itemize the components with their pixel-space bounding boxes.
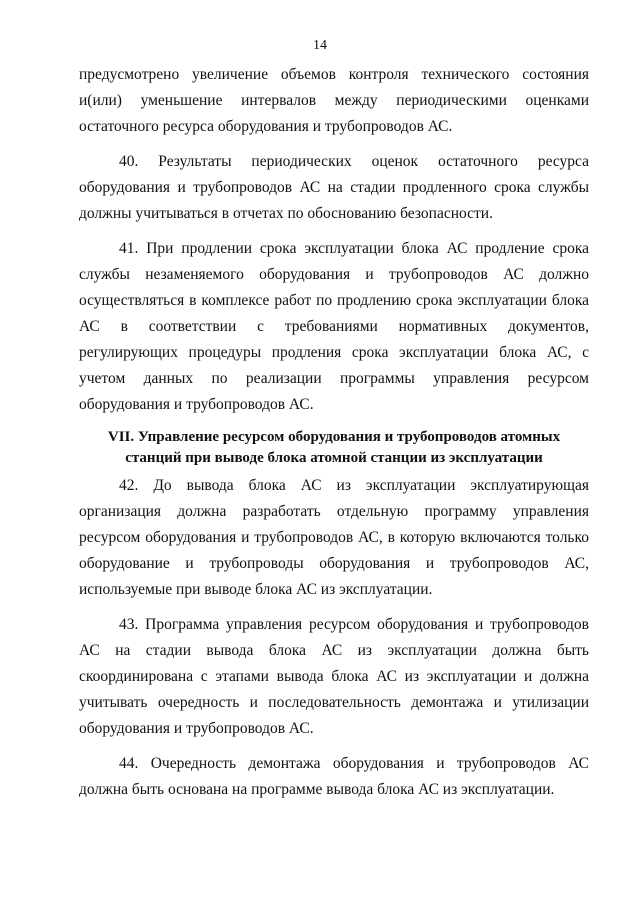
section-heading	[79, 427, 589, 469]
paragraph-40: 40. Результаты периодических оценок остаточного ресурса оборудования и трубопроводов АС на стадии продленного срока службы должны учитываться в отчетах по обоснованию безопасности.	[79, 153, 589, 222]
paragraph-41: 41. При продлении срока эксплуатации блока АС продление срока службы незаменяемого оборудования и трубопроводов АС должно осуществляться в комплексе работ по продлению срока эксплуатации блока АС в соответствии с требованиями нормативных документов, регулирующих процедуры продления срока эксплуатации блока АС, с учетом данных по реализации программы управления ресурсом оборудования и трубопроводов АС.	[79, 240, 589, 413]
paragraph-42: 42. До вывода блока АС из эксплуатации эксплуатирующая организация должна разработать отдельную программу управления ресурсом оборудования и трубопроводов АС, в которую включаются только оборудование и трубопроводы оборудования и трубопроводов АС, используемые при выводе блока АС из эксплуатации.	[79, 477, 589, 598]
section-heading-line-1: VII. Управление ресурсом оборудования и трубопроводов атомных	[107, 429, 561, 445]
section-heading-line-2: станций при выводе блока атомной станции из эксплуатации	[125, 450, 543, 466]
page-number: 14	[313, 38, 327, 53]
paragraph-43: 43. Программа управления ресурсом оборудования и трубопроводов АС на стадии вывода блока АС из эксплуатации должна быть скоординирована с этапами вывода блока АС из эксплуатации и должна учитывать очередность и последовательность демонтажа и утилизации оборудования и трубопроводов АС.	[79, 616, 589, 737]
document-body	[79, 62, 589, 812]
paragraph-44: 44. Очередность демонтажа оборудования и трубопроводов АС должна быть основана на программе вывода блока АС из эксплуатации.	[79, 755, 589, 798]
paragraph-continuation: предусмотрено увеличение объемов контроля технического состояния и(или) уменьшение интервалов между периодическими оценками остаточного ресурса оборудования и трубопроводов АС.	[79, 66, 589, 135]
